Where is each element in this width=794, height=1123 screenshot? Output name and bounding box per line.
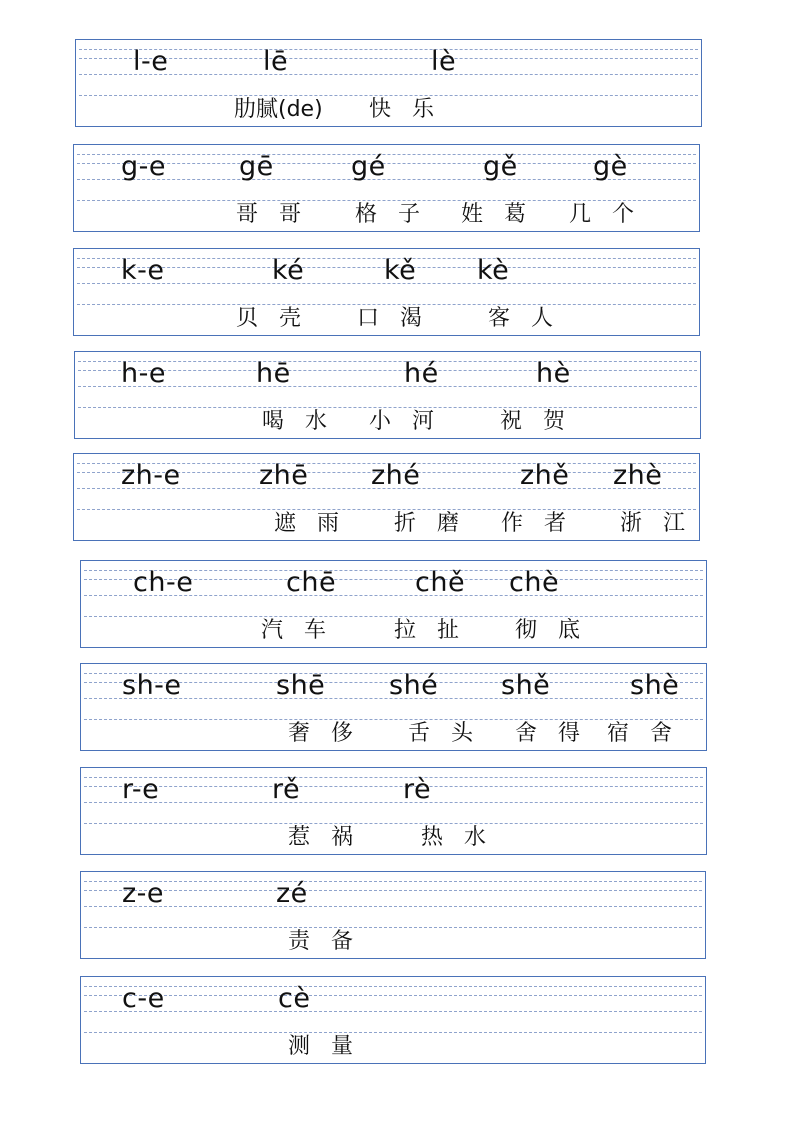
tone-syllable: ké <box>272 255 305 286</box>
example-word: 遮 雨 <box>274 511 346 536</box>
tone-syllable: chè <box>509 567 560 598</box>
example-word: 舍 得 <box>515 721 587 746</box>
pinyin-row-ge <box>73 144 700 232</box>
guide-line <box>84 986 702 987</box>
initial-final-combo: c-e <box>122 983 165 1014</box>
tone-syllable: gē <box>239 151 274 182</box>
guide-line <box>77 509 696 510</box>
tone-syllable: rè <box>403 774 432 805</box>
tone-syllable: zhě <box>520 460 570 491</box>
tone-syllable: zhē <box>259 460 309 491</box>
guide-line <box>78 370 697 371</box>
tone-syllable: cè <box>278 983 311 1014</box>
pinyin-row-ze <box>80 871 706 959</box>
example-word: 浙 江 <box>620 511 692 536</box>
guide-line <box>84 906 702 907</box>
example-word: 喝 水 <box>262 409 334 434</box>
pinyin-row-le <box>75 39 702 127</box>
tone-syllable: shē <box>276 670 326 701</box>
example-word: 小 河 <box>369 409 441 434</box>
example-word: 拉 扯 <box>394 618 466 643</box>
initial-final-combo: r-e <box>122 774 160 805</box>
guide-line <box>84 777 703 778</box>
initial-final-combo: z-e <box>122 878 165 909</box>
pinyin-row-zhe <box>73 453 700 541</box>
tone-syllable: kě <box>384 255 417 286</box>
tone-syllable: chě <box>415 567 466 598</box>
example-word: 折 磨 <box>394 511 466 536</box>
example-word: 口 渴 <box>357 306 429 331</box>
guide-line <box>84 881 702 882</box>
pinyin-row-che <box>80 560 707 648</box>
example-word: 测 量 <box>288 1034 360 1059</box>
initial-final-combo: l-e <box>133 46 169 77</box>
example-word: 奢 侈 <box>288 721 360 746</box>
tone-syllable: lè <box>431 46 457 77</box>
guide-line <box>84 1011 702 1012</box>
pinyin-row-re <box>80 767 707 855</box>
initial-final-combo: k-e <box>121 255 165 286</box>
tone-syllable: zhè <box>613 460 663 491</box>
example-word: 客 人 <box>488 306 560 331</box>
guide-line <box>84 802 703 803</box>
example-word: 作 者 <box>501 511 573 536</box>
tone-syllable: rě <box>272 774 301 805</box>
pinyin-row-ke <box>73 248 700 336</box>
initial-final-combo: g-e <box>121 151 166 182</box>
example-word: 惹 祸 <box>288 825 360 850</box>
tone-syllable: kè <box>477 255 510 286</box>
tone-syllable: hē <box>256 358 291 389</box>
initial-final-combo: zh-e <box>121 460 181 491</box>
guide-line <box>78 386 697 387</box>
guide-line <box>84 786 703 787</box>
tone-syllable: zé <box>276 878 308 909</box>
guide-line <box>78 361 697 362</box>
example-word: 舌 头 <box>408 721 480 746</box>
example-word: 姓 葛 <box>461 202 533 227</box>
tone-syllable: gě <box>483 151 518 182</box>
guide-line <box>84 890 702 891</box>
guide-line <box>84 927 702 928</box>
tone-syllable: gè <box>593 151 628 182</box>
pinyin-row-she <box>80 663 707 751</box>
tone-syllable: chē <box>286 567 337 598</box>
guide-line <box>84 823 703 824</box>
tone-syllable: lē <box>263 46 289 77</box>
guide-line <box>79 58 698 59</box>
tone-syllable: zhé <box>371 460 421 491</box>
example-word: 热 水 <box>421 825 493 850</box>
initial-final-combo: h-e <box>121 358 166 389</box>
example-word: 汽 车 <box>261 618 333 643</box>
pinyin-row-he <box>74 351 701 439</box>
pinyin-row-ce <box>80 976 706 1064</box>
guide-line <box>84 995 702 996</box>
example-word: 彻 底 <box>515 618 587 643</box>
example-word: 格 子 <box>355 202 427 227</box>
tone-syllable: hè <box>536 358 571 389</box>
example-word: 几 个 <box>569 202 641 227</box>
example-word: 哥 哥 <box>236 202 308 227</box>
tone-syllable: shé <box>389 670 439 701</box>
example-word: 宿 舍 <box>607 721 679 746</box>
initial-final-combo: sh-e <box>122 670 182 701</box>
example-word: 祝 贺 <box>500 409 572 434</box>
tone-syllable: shè <box>630 670 680 701</box>
example-word: 肋腻(de) <box>234 97 323 122</box>
example-word: 责 备 <box>288 929 360 954</box>
guide-line <box>79 49 698 50</box>
initial-final-combo: ch-e <box>133 567 194 598</box>
example-word: 贝 壳 <box>236 306 308 331</box>
example-word: 快 乐 <box>369 97 441 122</box>
guide-line <box>79 74 698 75</box>
tone-syllable: shě <box>501 670 551 701</box>
tone-syllable: hé <box>404 358 439 389</box>
guide-line <box>84 1032 702 1033</box>
tone-syllable: gé <box>351 151 386 182</box>
